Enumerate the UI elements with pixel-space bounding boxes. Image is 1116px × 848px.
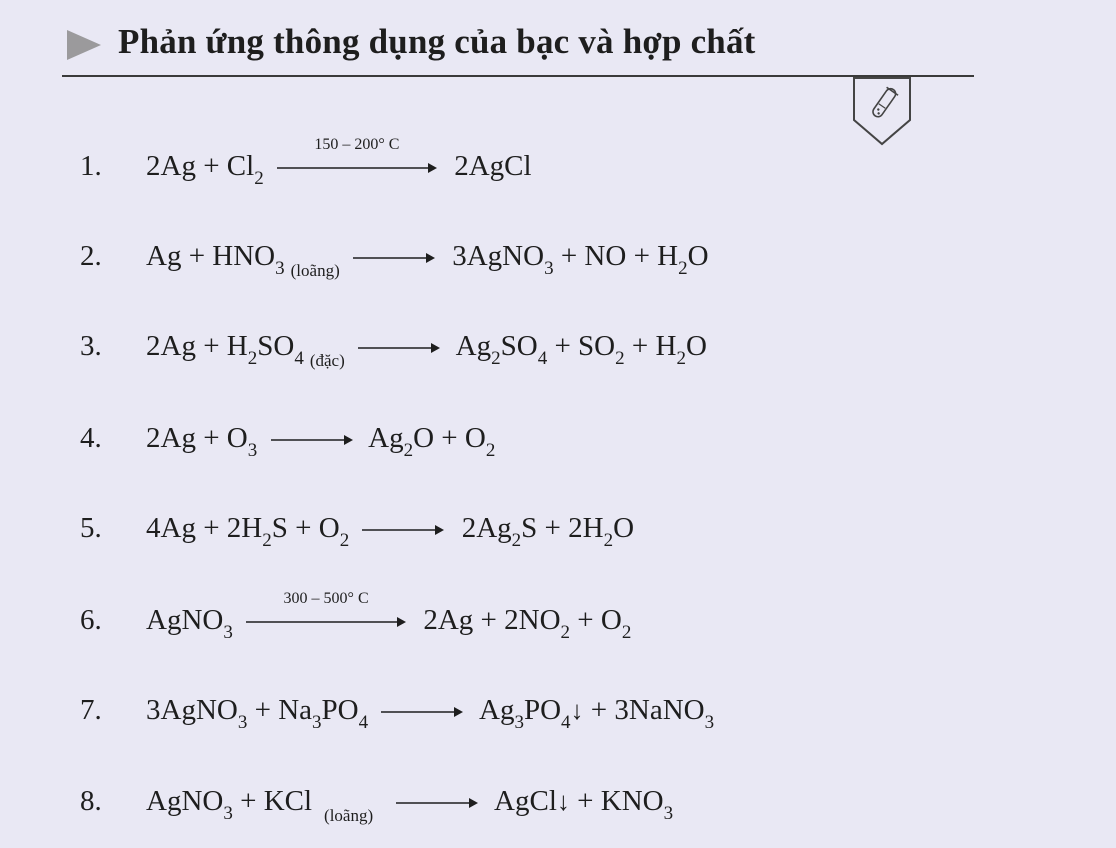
equation-expression (146, 512, 635, 551)
reaction-arrow (396, 788, 478, 818)
product: SO (500, 330, 538, 362)
reaction-arrow (353, 243, 435, 273)
reactant: PO (321, 694, 359, 726)
product: AgCl (494, 785, 557, 817)
reactant: 2Ag + O (146, 422, 248, 454)
reactant: Ag + HNO (146, 240, 276, 272)
equation-number: 5. (80, 512, 102, 544)
arrow-icon (353, 252, 435, 264)
product: 2Ag (461, 512, 512, 544)
title-divider (62, 75, 974, 77)
product: + SO (554, 330, 616, 362)
condition-subscript: (đặc) (309, 351, 345, 370)
arrow-icon (246, 616, 406, 628)
equation-expression (146, 785, 674, 825)
test-tube-icon (850, 76, 914, 148)
subscript: 3 (663, 803, 674, 824)
product: O (613, 512, 635, 544)
subscript: 2 (491, 348, 501, 369)
play-triangle-icon (67, 30, 101, 60)
precipitate-arrow: ↓ (556, 787, 570, 816)
equation-expression (146, 694, 715, 733)
product: + O (577, 604, 622, 636)
subscript: 3 (704, 712, 715, 733)
subscript: 3 (544, 258, 554, 279)
product: Ag (455, 330, 492, 362)
subscript: 2 (615, 348, 625, 369)
subscript: 3 (223, 622, 233, 643)
reactant: S + O (271, 512, 340, 544)
page-title: Phản ứng thông dụng của bạc và hợp chất (118, 22, 756, 61)
product: Ag (479, 694, 515, 726)
arrow-icon (358, 342, 440, 354)
subscript: 2 (676, 348, 686, 369)
reaction-arrow (362, 515, 444, 545)
subscript: 2 (254, 168, 264, 189)
product: 3AgNO (452, 240, 545, 272)
reaction-arrow (358, 333, 440, 363)
section-header (0, 0, 1116, 150)
product: O (687, 240, 709, 272)
product: + KNO (577, 785, 664, 817)
reactant: + Na (254, 694, 313, 726)
reaction-condition: 300 – 500° C (283, 590, 369, 608)
equation-number: 7. (80, 694, 102, 726)
subscript: 2 (511, 530, 522, 551)
reactant: 2Ag + H (146, 330, 248, 362)
reaction-arrow (277, 136, 437, 183)
arrow-icon (271, 434, 353, 446)
reactant: 2Ag + Cl (146, 150, 255, 182)
subscript: 2 (262, 530, 272, 551)
product: + 3NaNO (590, 694, 705, 726)
product: + H (631, 330, 677, 362)
subscript: 3 (514, 712, 524, 733)
subscript: 2 (678, 258, 688, 279)
equation-number: 2. (80, 240, 102, 272)
equation-expression (146, 422, 496, 461)
condition-subscript: (loãng) (324, 806, 374, 825)
condition-subscript: (loãng) (290, 261, 340, 280)
equation-expression (146, 240, 709, 280)
reactant: 3AgNO (146, 694, 238, 726)
subscript: 3 (237, 712, 248, 733)
equation-number: 4. (80, 422, 102, 454)
subscript: 2 (485, 440, 496, 461)
equation-number: 3. (80, 330, 102, 362)
product: PO (523, 694, 562, 726)
equation-expression (146, 590, 632, 643)
subscript: 2 (247, 348, 258, 369)
subscript: 3 (223, 803, 233, 824)
subscript: 2 (339, 530, 350, 551)
reaction-condition: 150 – 200° C (314, 136, 400, 154)
subscript: 3 (275, 258, 285, 279)
subscript: 2 (560, 622, 571, 643)
equation-number: 8. (80, 785, 102, 817)
reaction-arrow (381, 697, 463, 727)
product: S + 2H (521, 512, 604, 544)
equation-expression (146, 136, 532, 189)
arrow-icon (396, 797, 478, 809)
product: + NO + H (560, 240, 679, 272)
product: 2Ag + 2NO (423, 604, 561, 636)
product: O (685, 330, 707, 362)
subscript: 4 (561, 712, 571, 733)
reactant: AgNO (146, 785, 224, 817)
arrow-icon (381, 706, 463, 718)
subscript: 3 (312, 712, 322, 733)
reactant: 4Ag + 2H (146, 512, 263, 544)
product: 2AgCl (454, 150, 532, 182)
arrow-icon (277, 162, 437, 174)
subscript: 4 (294, 348, 304, 369)
equation-number: 1. (80, 150, 102, 182)
subscript: 3 (247, 440, 258, 461)
product: O + O (413, 422, 486, 454)
product: Ag (368, 422, 404, 454)
arrow-icon (362, 524, 444, 536)
precipitate-arrow: ↓ (570, 696, 584, 725)
subscript: 2 (603, 530, 614, 551)
subscript: 2 (621, 622, 632, 643)
reactant: SO (257, 330, 295, 362)
subscript: 2 (403, 440, 414, 461)
equation-expression (146, 330, 707, 370)
reactant: AgNO (146, 604, 224, 636)
reactant: + KCl (240, 785, 313, 817)
subscript: 4 (537, 348, 548, 369)
reaction-arrow (271, 425, 353, 455)
equation-number: 6. (80, 604, 102, 636)
subscript: 4 (358, 712, 369, 733)
reaction-arrow (246, 590, 406, 637)
